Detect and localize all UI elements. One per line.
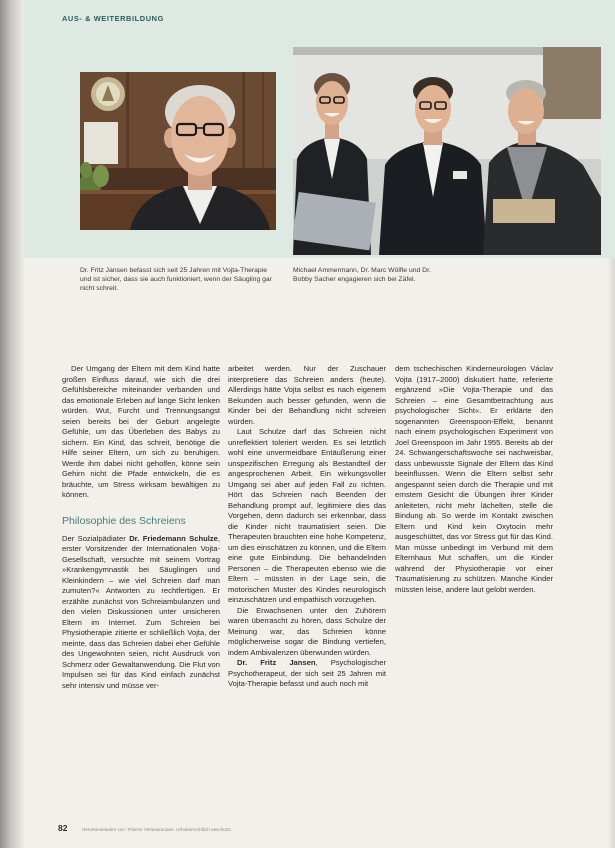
photo-group-image (293, 47, 601, 255)
paragraph-text: Der Sozialpädiater (62, 533, 130, 543)
body-paragraph: arbeitet werden. Nur der Zuschauer interpretiere das Schreien anders (heute). Allerdings hätte Vojta selbst es nach eigenem Bekunden auch besser gefunden, wenn die Kinder bei der Behandlung nicht schreien würden. (228, 364, 386, 426)
paragraph-text: , Psychologischer Psychotherapeut, der sich seit 25 Jahren mit Vojta-Therapie befasst und auch noch mit (228, 658, 386, 688)
text-column-2 (228, 364, 386, 690)
page-footer (58, 818, 578, 831)
notice-board (84, 122, 118, 164)
body-paragraph: dem tschechischen Kinderneurologen Václav Vojta (1917–2000) diskutiert hatte, referierte ergänzend »Die Vojta-Therapie und das Schreien – eine Gesamtbetrachtung aus psychologischer Sicht«. Er erklärte den sogenannten Greenspoon-Effekt, benannt nach einem psychologischen Experiment von Joel Greenspoon im Jahr 1955. Bereits ab der 24. Schwangerschaftswoche sei nachweisbar, dass unbewusste Signale der Eltern das Kind beeinflussen. Wenn die Eltern selbst sehr angespannt seien durch die Therapie und mit ernstem Gesicht die Übungen ihrer Kinder anleiteten, nicht mehr lächelten, stelle die Bindung ab. So werde im Kontakt zwischen Eltern und Kind kein Oxytocin mehr ausgeschüttet, das vor Stress gut für das Kind. Man müsse unbedingt im Verbund mit dem Elternhaus Mut schaffen, um die Kinder während der Physiotherapie vor einer Traumatisierung zu schützen. Manche Kinder müssten leise, andere laut gelobt werden. (395, 364, 553, 594)
page-number: 82 (58, 823, 68, 831)
footer-note: Heruntergeladen von: Thieme Verlagsgruppe. Urheberrechtlich geschützt. (81, 827, 232, 831)
section-label: AUS- & WEITERBILDUNG (62, 14, 164, 23)
photo-group (293, 47, 601, 255)
photo-caption-right: Michael Ammermann, Dr. Marc Wölfle und Dr. Bobby Sacher engagieren sich bei Zäfel. (293, 267, 431, 283)
subheading: Philosophie des Schreiens (62, 514, 186, 527)
body-paragraph (62, 534, 220, 692)
photo-caption-left: Dr. Fritz Jansen befasst sich seit 25 Jahren mit Vojta-Therapie und ist sicher, dass sie auch funktioniert, wenn der Säugling gar nicht schreit. (80, 267, 272, 292)
name-badge (453, 171, 467, 179)
speaker-name: Dr. Friedemann Schulze (129, 533, 218, 543)
body-paragraph: Der Umgang der Eltern mit dem Kind hatte großen Einfluss darauf, wie sich die drei Gefühlsbereiche miteinander verbanden und das emotionale Erleben auf lange Sicht lenken würden. Wut, Furcht und Trennungsangst seien bereits bei der Geburt angelegte Gefühle, um das Überleben des Babys zu sichern. Ein Kind, das schreit, benötige die Hilfe seiner Eltern, um sich zu beruhigen. Werde ihm dabei nicht geholfen, könne sein Gehirn nicht die Pfade entwickeln, die es bräuchte, um Stress wirksam bewältigen zu können. (62, 364, 220, 499)
gift-box (493, 199, 555, 223)
photo-speaker (80, 72, 276, 230)
body-paragraph: Die Erwachsenen unter den Zuhörern waren überrascht zu hören, dass Schulze der Meinung war, das Schreien könne möglicherweise sogar die Bindung vertiefen, indem Ambivalenzen überwunden würden. (228, 605, 386, 657)
text-column-1 (62, 364, 220, 691)
binding-shadow (0, 0, 24, 848)
face (508, 88, 544, 134)
speaker-name: Dr. Fritz Jansen (237, 658, 316, 667)
paragraph-text: , erster Vorsitzender der Internationalen Vojta-Gesellschaft, versuchte mit seinem Vortrag »Krankengymnastik bei Säuglingen und Kleinkindern – wie viel Schreien darf man zumuten?« Antworten zu rechtfertigen. Er erzählte zunächst von Schreiambulanzen und den vielen Diskussionen unter unsicheren Eltern im Internet. Zum Schreien bei Physiotherapie zitierte er schließlich Vojta, der meinte, dass das Schreien dabei eher Gefühle des Ungewohnten seien, nicht Ausdruck von Schmerz oder Gewaltanwendung. Die Flut von Impulsen sei für das Kind einfach zunächst sehr intensiv und müsse ver- (62, 533, 220, 690)
wall-emblem (91, 77, 125, 111)
body-paragraph: Laut Schulze darf das Schreien nicht unreflektiert toleriert werden. Es sei letztlich wohl eine unvermeidbare Entäußerung einer unspezifischen Erregung als Bestandteil der angesprochenen Arbeit. Ein wirkungsvoller Umgang sei aber auf jeden Fall zu richten. Hört das Schreien nach Beenden der Behandlung prompt auf, legitimiere dies das Vorgehen, denn dadurch sei erkennbar, dass die Kinder nicht traumatisiert seien. Die Therapeuten brauchten eine hohe Kompetenz, um dies einschätzen zu können, und die Eltern eine gute Einbindung. Die behandelnden Personen – die Therapeuten ebenso wie die Eltern – müssten in der Lage sein, die motorischen Muster des Kindes neurologisch einzuschätzen und empathisch vorzugehen. (228, 427, 386, 604)
body-paragraph (228, 658, 386, 690)
wood-panel (543, 47, 601, 119)
photo-speaker-image (80, 72, 276, 230)
text-column-3 (395, 364, 553, 595)
